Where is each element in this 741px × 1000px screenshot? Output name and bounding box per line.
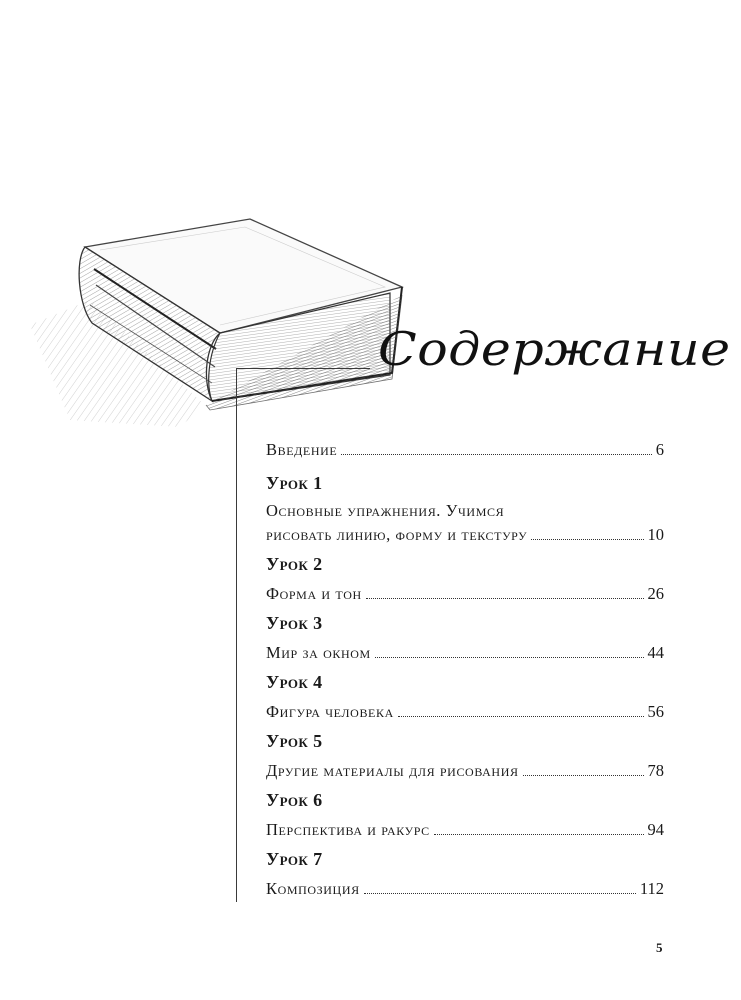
lesson-heading: Урок 4	[266, 672, 323, 692]
toc-page-number: 78	[647, 761, 664, 780]
toc-entry-lesson-5[interactable]	[266, 761, 664, 781]
lesson-heading: Урок 2	[266, 554, 323, 574]
toc-leader-dots	[341, 454, 651, 455]
toc-entry-lesson-7[interactable]	[266, 879, 664, 899]
toc-leader-dots	[364, 893, 636, 894]
lesson-heading: Урок 1	[266, 473, 323, 493]
toc-page-number: 94	[647, 820, 664, 839]
toc-entry-title: Форма и тон	[266, 584, 362, 603]
lesson-heading: Урок 7	[266, 849, 323, 869]
book-sketch-icon	[30, 205, 410, 435]
toc-entry-title: Мир за окном	[266, 643, 371, 662]
toc-leader-dots	[531, 539, 643, 540]
toc-entry-title-line2: рисовать линию, форму и текстуру	[266, 525, 528, 544]
lesson-heading: Урок 5	[266, 731, 323, 751]
toc-entry-title: Другие материалы для рисования	[266, 761, 519, 780]
toc-entry-title: Композиция	[266, 879, 360, 898]
toc-entry-lesson-6[interactable]	[266, 820, 664, 840]
page-title: Содержание	[378, 322, 731, 376]
toc-entry-lesson-2[interactable]	[266, 584, 664, 604]
toc-page-number: 26	[647, 584, 664, 603]
toc-page-number: 56	[647, 702, 664, 721]
toc-page-number: 6	[655, 440, 664, 459]
frame-top-rule	[236, 368, 370, 369]
page-number: 5	[656, 940, 663, 955]
toc-leader-dots	[434, 834, 644, 835]
toc-page-number: 10	[647, 525, 664, 544]
toc-leader-dots	[398, 716, 644, 717]
toc-leader-dots	[375, 657, 644, 658]
toc-entry-title: Фигура человека	[266, 702, 394, 721]
toc-entry-title: Введение	[266, 440, 338, 459]
toc-leader-dots	[366, 598, 644, 599]
toc-entry-intro[interactable]	[266, 440, 664, 460]
toc-page-number: 44	[647, 643, 664, 662]
lesson-heading: Урок 3	[266, 613, 323, 633]
toc-entry-title: Перспектива и ракурс	[266, 820, 430, 839]
table-of-contents	[266, 440, 664, 899]
frame-left-rule	[236, 368, 237, 902]
toc-page-number: 112	[639, 879, 664, 898]
toc-entry-lesson-3[interactable]	[266, 643, 664, 663]
lesson-heading: Урок 6	[266, 790, 323, 810]
toc-entry-lesson-1[interactable]	[266, 501, 664, 545]
toc-leader-dots	[523, 775, 644, 776]
toc-entry-lesson-4[interactable]	[266, 702, 664, 722]
toc-entry-title-line1: Основные упражнения. Учимся	[266, 501, 505, 520]
